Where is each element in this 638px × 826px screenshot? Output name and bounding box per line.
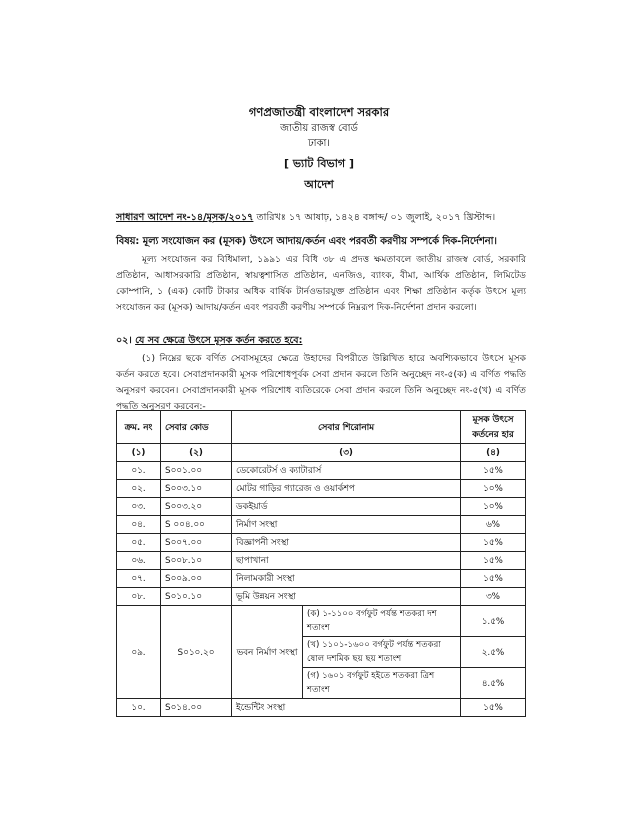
row-rate: ১০%	[461, 480, 526, 498]
row-title: ছাপাখানা	[232, 552, 461, 570]
government-name: গণপ্রজাতন্ত্রী বাংলাদেশ সরকার	[248, 105, 390, 119]
sub-rate-description: (ক) ১-১১০০ বর্গফুট পর্যন্ত শতকরা দশ শতাংশ	[303, 606, 461, 637]
table-row	[117, 552, 526, 570]
table-row	[117, 699, 526, 717]
header-rate: মূসক উৎসে কর্তনের হার	[461, 411, 526, 444]
row-code: S০০১.০০	[161, 462, 232, 480]
row-serial: ০৩.	[117, 498, 161, 516]
row-code: S০১৪.০০	[161, 699, 232, 717]
header-serial: ক্রম. নং	[117, 411, 161, 444]
row-rate: ১৫%	[461, 552, 526, 570]
row-rate: ১.৫%	[461, 606, 526, 637]
header-title: সেবার শিরোনাম	[232, 411, 461, 444]
row-rate: ৬%	[461, 516, 526, 534]
row-serial: ০৬.	[117, 552, 161, 570]
row-code: S০১০.১০	[161, 588, 232, 606]
row-serial: ০৭.	[117, 570, 161, 588]
row-title: মোটর গাড়ির গ্যারেজ ও ওয়ার্কশপ	[232, 480, 461, 498]
table-row	[117, 462, 526, 480]
department-name: [ ভ্যাট বিভাগ ]	[284, 157, 354, 170]
table-header-row	[117, 411, 526, 444]
table-row	[117, 516, 526, 534]
row-code: S০০৮.১০	[161, 552, 232, 570]
table-row	[117, 480, 526, 498]
row-serial: ০৪.	[117, 516, 161, 534]
subject-line: বিষয়: মূল্য সংযোজন কর (মূসক) উৎসে আদায়/কর্তন এবং পরবর্তী করণীয় সম্পর্কে দিক-নির্দেশনা।	[116, 236, 497, 247]
row-title: বিজ্ঞাপনী সংস্থা	[232, 534, 461, 552]
city-name: ঢাকা।	[307, 138, 331, 149]
row-title: নিলামকারী সংস্থা	[232, 570, 461, 588]
row-code: S০০৩.১০	[161, 480, 232, 498]
row-title: ইন্ডেন্টিং সংস্থা	[232, 699, 461, 717]
table-row-building	[117, 606, 526, 637]
row-serial: ১০.	[117, 699, 161, 717]
row-serial: ০৫.	[117, 534, 161, 552]
row-rate: ১০%	[461, 498, 526, 516]
section-2-heading	[116, 334, 526, 349]
row-serial: ০৯.	[117, 606, 161, 699]
row-serial: ০২.	[117, 480, 161, 498]
row-serial: ০১.	[117, 462, 161, 480]
row-code: S০০৯.০০	[161, 570, 232, 588]
intro-paragraph: মূল্য সংযোজন কর বিধিমালা, ১৯৯১ এর বিধি ৩৮ এ প্রদত্ত ক্ষমতাবলে জাতীয় রাজস্ব বোর্ড, সরকারি প্রতিষ্ঠান, আধাসরকারি প্রতিষ্ঠান, স্বায়ত্বশাসিত প্রতিষ্ঠান, এনজিও, ব্যাংক, বীমা, আর্থিক প্রতিষ্ঠান, লিমিটেড কোম্পানি, ১ (এক) কোটি টাকার অধিক বার্ষিক টার্নওভারযুক্ত প্রতিষ্ঠান এবং শিক্ষা প্রতিষ্ঠান কর্তৃক উৎসে মূল্য সংযোজন কর (মূসক) আদায়/কর্তন এবং পরবর্তী করণীয় সম্পর্কে নিম্নরূপ দিক-নির্দেশনা প্রদান করলো।	[116, 255, 526, 313]
vat-rate-table	[116, 410, 526, 717]
row-serial: ০৮.	[117, 588, 161, 606]
sub-rate-description: (গ) ১৬০১ বর্গফুট হইতে শতকরা ত্রিশ শতাংশ	[303, 668, 461, 699]
section-title: যে সব ক্ষেত্রে উৎসে মূসক কর্তন করতে হবে:	[135, 335, 303, 346]
row-rate: ১৫%	[461, 570, 526, 588]
order-reference-row	[116, 211, 526, 226]
row-code: S০০৩.২০	[161, 498, 232, 516]
col-number: (৩)	[232, 444, 461, 462]
row-rate: ১৫%	[461, 699, 526, 717]
section-number: ০২।	[116, 335, 132, 346]
row-rate: ৪.৫%	[461, 668, 526, 699]
row-title: ডকইয়ার্ড	[232, 498, 461, 516]
row-code: S০১০.২০	[161, 606, 232, 699]
row-rate: ১৫%	[461, 462, 526, 480]
table-row	[117, 534, 526, 552]
row-title: নির্মাণ সংস্থা	[232, 516, 461, 534]
column-number-row	[117, 444, 526, 462]
col-number: (১)	[117, 444, 161, 462]
row-title: ভূমি উন্নয়ন সংস্থা	[232, 588, 461, 606]
row-title: ডেকোরেটর্স ও ক্যাটারার্স	[232, 462, 461, 480]
col-number: (২)	[161, 444, 232, 462]
table-row	[117, 570, 526, 588]
row-code: S০০৭.০০	[161, 534, 232, 552]
header-code: সেবার কোড	[161, 411, 232, 444]
table-row	[117, 498, 526, 516]
section-2-paragraph: (১) নিম্নের ছকে বর্ণিত সেবাসমূহের ক্ষেত্রে উহাদের বিপরীতে উল্লিখিত হারে অবশ্যিকভাবে উৎসে মূসক কর্তন করতে হবে। সেবাপ্রদানকারী মূসক পরিশোধপূর্বক সেবা প্রদান করলে তিনি অনুচ্ছেদ নং-৫(ক) এ বর্ণিত পদ্ধতি অনুসরণ করবেন। সেবাপ্রদানকারী মূসক পরিশোধ ব্যতিরেকে সেবা প্রদান করলে তিনি অনুচ্ছেদ নং-৫(খ) এ বর্ণিত পদ্ধতি অনুসরণ করবেন:-	[116, 354, 526, 412]
order-number: সাধারণ আদেশ নং-১৪/মূসক/২০১৭	[116, 212, 254, 223]
row-rate: ২.৫%	[461, 637, 526, 668]
row-rate: ৩%	[461, 588, 526, 606]
order-title: আদেশ	[304, 178, 334, 191]
row-title: ভবন নির্মাণ সংস্থা	[232, 606, 303, 699]
row-code: S ০০৪.০০	[161, 516, 232, 534]
col-number: (৪)	[461, 444, 526, 462]
table-row	[117, 588, 526, 606]
sub-rate-description: (খ) ১১০১-১৬০০ বর্গফুট পর্যন্ত শতকরা ষোল দশমিক ছয় ছয় শতাংশ	[303, 637, 461, 668]
order-date: তারিখঃ ১৭ আষাঢ়, ১৪২৪ বঙ্গাব্দ/ ০১ জুলাই, ২০১৭ খ্রিস্টাব্দ।	[256, 212, 496, 223]
board-name: জাতীয় রাজস্ব বোর্ড	[280, 123, 358, 134]
row-rate: ১৫%	[461, 534, 526, 552]
